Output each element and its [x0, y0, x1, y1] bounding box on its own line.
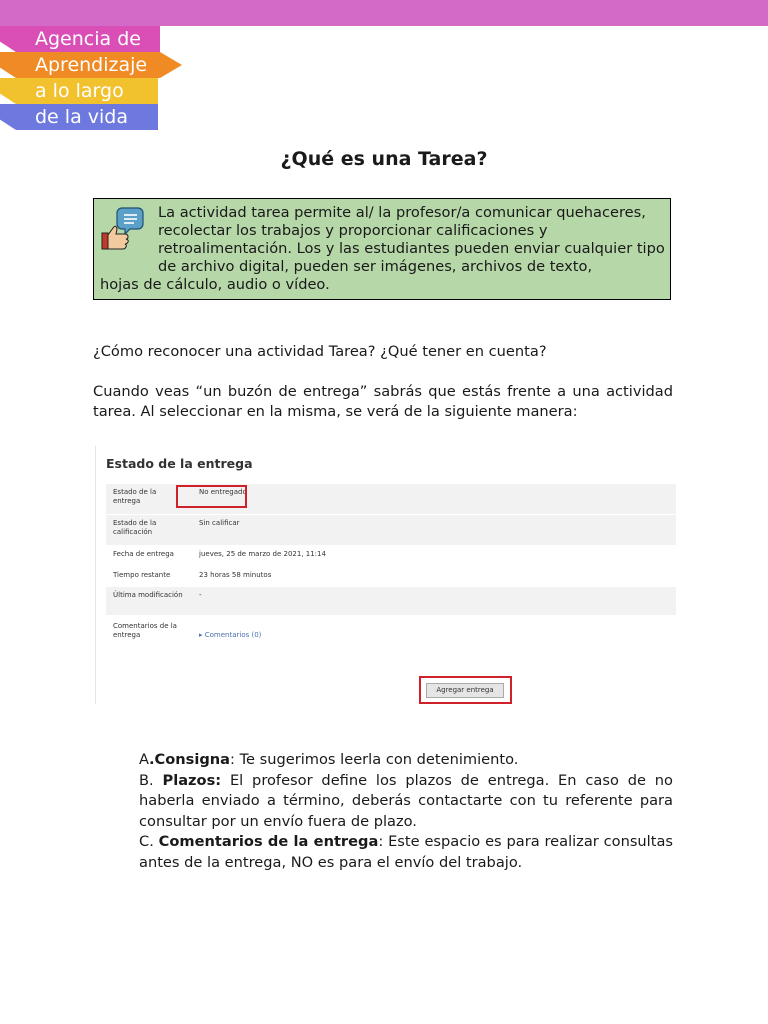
- row-label: Última modificación: [113, 591, 183, 599]
- info-text-full: hojas de cálculo, audio o vídeo.: [100, 276, 330, 293]
- screenshot-heading: Estado de la entrega: [106, 456, 253, 471]
- row-label: Estado de la calificación: [113, 519, 157, 536]
- item-text: : Te sugerimos leerla con detenimiento.: [230, 751, 519, 768]
- row-value: No entregado: [199, 488, 247, 496]
- item-text: El profesor define los plazos de entrega. En caso de no haberla enviado a término, deberás contactarte con tu referente para consultar por un envío fuera de plazo.: [139, 771, 673, 830]
- submission-status-screenshot: [95, 446, 678, 704]
- thumbs-up-chat-icon: [100, 205, 144, 253]
- row-value: jueves, 25 de marzo de 2021, 11:14: [199, 550, 326, 558]
- list-item: [139, 771, 673, 833]
- item-prefix: C.: [139, 833, 159, 850]
- logo-line-4: de la vida: [35, 106, 128, 128]
- table-row: [106, 546, 676, 566]
- page-title: ¿Qué es una Tarea?: [280, 148, 488, 170]
- add-submission-highlight: [419, 676, 512, 704]
- logo-line-2: Aprendizaje: [35, 54, 148, 76]
- logo-line-3: a lo largo: [35, 80, 124, 102]
- table-row: [106, 587, 676, 615]
- row-label: Tiempo restante: [113, 571, 171, 579]
- table-row: [106, 567, 676, 587]
- row-label: Estado de la entrega: [113, 488, 157, 505]
- table-row: [106, 515, 676, 545]
- row-value: -: [199, 591, 202, 599]
- item-heading: Plazos:: [162, 771, 222, 789]
- row-value: 23 horas 58 minutos: [199, 571, 272, 579]
- question-text: ¿Cómo reconocer una actividad Tarea? ¿Qué tener en cuenta?: [93, 343, 547, 360]
- add-submission-button[interactable]: Agregar entrega: [426, 683, 504, 698]
- logo-line-1: Agencia de: [35, 28, 141, 50]
- info-text-indented: La actividad tarea permite al/ la profesor/a comunicar quehaceres, recolectar los trabajos y proporcionar calificaciones y retroalimentación. Los y las estudiantes pueden enviar cualquier tipo de archivo digital, pueden ser imágenes, archivos de texto,: [158, 204, 665, 275]
- list-item: [139, 750, 673, 771]
- agency-logo: [0, 26, 190, 130]
- item-heading: Comentarios de la entrega: [158, 833, 379, 850]
- item-text: : Este espacio es para realizar consultas antes de la entrega, NO es para el envío del trabajo.: [139, 833, 674, 871]
- top-color-bar: [0, 0, 768, 26]
- instructions-list: [139, 750, 673, 873]
- item-heading: .Consigna: [148, 751, 231, 768]
- row-value: Sin calificar: [199, 519, 240, 527]
- item-prefix: A: [139, 751, 149, 768]
- table-row: [106, 618, 676, 648]
- row-label: Fecha de entrega: [113, 550, 174, 558]
- item-prefix: B.: [139, 771, 163, 789]
- not-submitted-highlight: [176, 485, 247, 508]
- intro-paragraph: Cuando veas “un buzón de entrega” sabrás que estás frente a una actividad tarea. Al seleccionar en la misma, se verá de la siguiente manera:: [93, 383, 673, 420]
- row-label: Comentarios de la entrega: [113, 622, 177, 639]
- list-item: [139, 832, 673, 873]
- comments-link[interactable]: ▸ Comentarios (0): [199, 631, 262, 639]
- info-box: [93, 198, 671, 300]
